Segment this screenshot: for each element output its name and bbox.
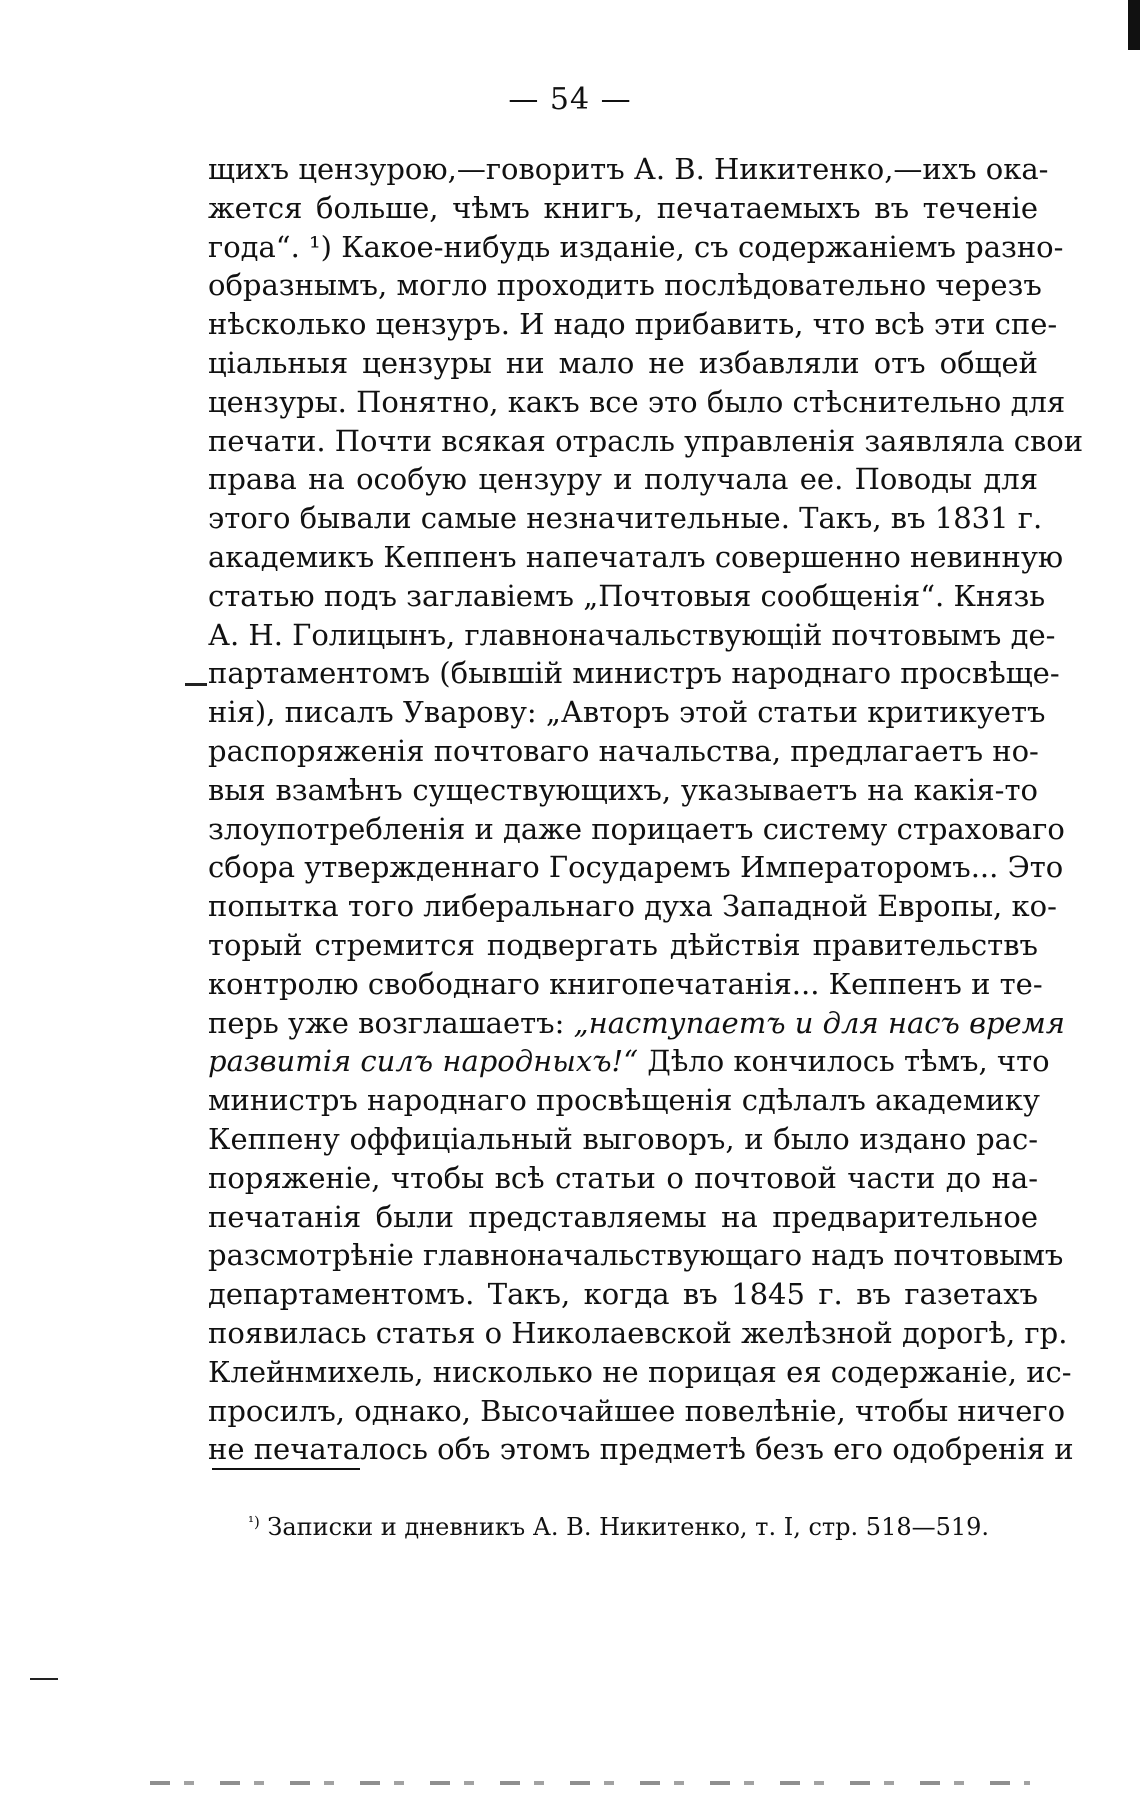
italic-quote: развитія силъ народныхъ!“ [208, 1044, 639, 1079]
text-line: распоряженія почтоваго начальства, предлагаетъ но- [208, 733, 1039, 768]
text-line-mixed [208, 1004, 1065, 1043]
text-line: злоупотребленія и даже порицаетъ систему страховаго [208, 811, 1065, 846]
text-line: образнымъ, могло проходить послѣдовательно черезъ [208, 268, 1042, 303]
footnote [248, 1513, 989, 1541]
text-line: щихъ цензурою,—говоритъ А. В. Никитенко,—ихъ ока- [208, 152, 1049, 186]
text-line: департаментомъ. Такъ, когда въ 1845 г. въ газетахъ [208, 1277, 1038, 1312]
text-line: контролю свободнаго книгопечатанія... Кеппенъ и те- [208, 966, 1043, 1001]
text-line: разсмотрѣніе главноначальствующаго надъ почтовымъ [208, 1238, 1064, 1273]
scan-artifact-bottom [150, 1781, 1030, 1785]
margin-mark [185, 683, 207, 686]
text-line: А. Н. Голицынъ, главноначальствующій почтовымъ де- [208, 617, 1056, 652]
text-line: партаментомъ (бывшій министръ народнаго просвѣще- [208, 656, 1060, 691]
margin-mark [30, 1678, 58, 1680]
text-line: цензуры. Понятно, какъ все это было стѣснительно для [208, 384, 1066, 419]
scan-edge-mark [1128, 0, 1140, 50]
text-segment: перь уже возглашаетъ: [208, 1005, 565, 1040]
italic-quote: „наступаетъ и для насъ время [573, 1005, 1065, 1040]
text-line: сбора утвержденнаго Государемъ Императоромъ... Это [208, 850, 1064, 885]
text-line: Клейнмихель, нисколько не порицая ея содержаніе, ис- [208, 1354, 1072, 1389]
body-text [208, 150, 1084, 1469]
text-line: статью подъ заглавіемъ „Почтовыя сообщенія“. Князь [208, 578, 1046, 613]
text-line: поряженіе, чтобы всѣ статьи о почтовой части до на- [208, 1160, 1038, 1195]
text-line: торый стремится подвергать дѣйствія правительствъ [208, 927, 1038, 962]
text-line: года“. ¹) Какое-нибудь изданіе, съ содержаніемъ разно- [208, 229, 1064, 264]
text-line: ціальныя цензуры ни мало не избавляли отъ общей [208, 345, 1038, 380]
text-line: Кеппену оффиціальный выговоръ, и было издано рас- [208, 1121, 1038, 1156]
text-line: выя взамѣнъ существующихъ, указываетъ на какія-то [208, 772, 1038, 807]
text-line: появилась статья о Николаевской желѣзной дорогѣ, гр. [208, 1315, 1068, 1350]
footnote-text: Записки и дневникъ А. В. Никитенко, т. I, стр. 518—519. [267, 1513, 990, 1542]
text-line: министръ народнаго просвѣщенія сдѣлалъ академику [208, 1083, 1040, 1118]
text-line: печатанія были представляемы на предварительное [208, 1199, 1038, 1234]
page-number: — 54 — [508, 82, 632, 117]
text-line-mixed [208, 1042, 1050, 1081]
text-line: просилъ, однако, Высочайшее повелѣніе, чтобы ничего [208, 1393, 1066, 1428]
text-segment: Дѣло кончилось тѣмъ, что [647, 1044, 1050, 1079]
text-line: этого бывали самые незначительные. Такъ, въ 1831 г. [208, 501, 1043, 536]
text-line: не печаталось объ этомъ предметѣ безъ его одобренія и [208, 1432, 1074, 1467]
text-line: права на особую цензуру и получала ее. Поводы для [208, 462, 1038, 497]
text-line: жется больше, чѣмъ книгъ, печатаемыхъ въ теченіе [208, 190, 1038, 225]
text-line: нія), писалъ Уварову: „Авторъ этой статьи критикуетъ [208, 695, 1046, 730]
footnote-marker: ¹) [248, 1513, 260, 1531]
text-line: академикъ Кеппенъ напечаталъ совершенно невинную [208, 539, 1064, 574]
text-line: нѣсколько цензуръ. И надо прибавить, что всѣ эти спе- [208, 307, 1058, 342]
text-line: печати. Почти всякая отрасль управленія заявляла свои [208, 423, 1084, 458]
text-line: попытка того либеральнаго духа Западной Европы, ко- [208, 889, 1057, 924]
footnote-divider [212, 1468, 360, 1470]
